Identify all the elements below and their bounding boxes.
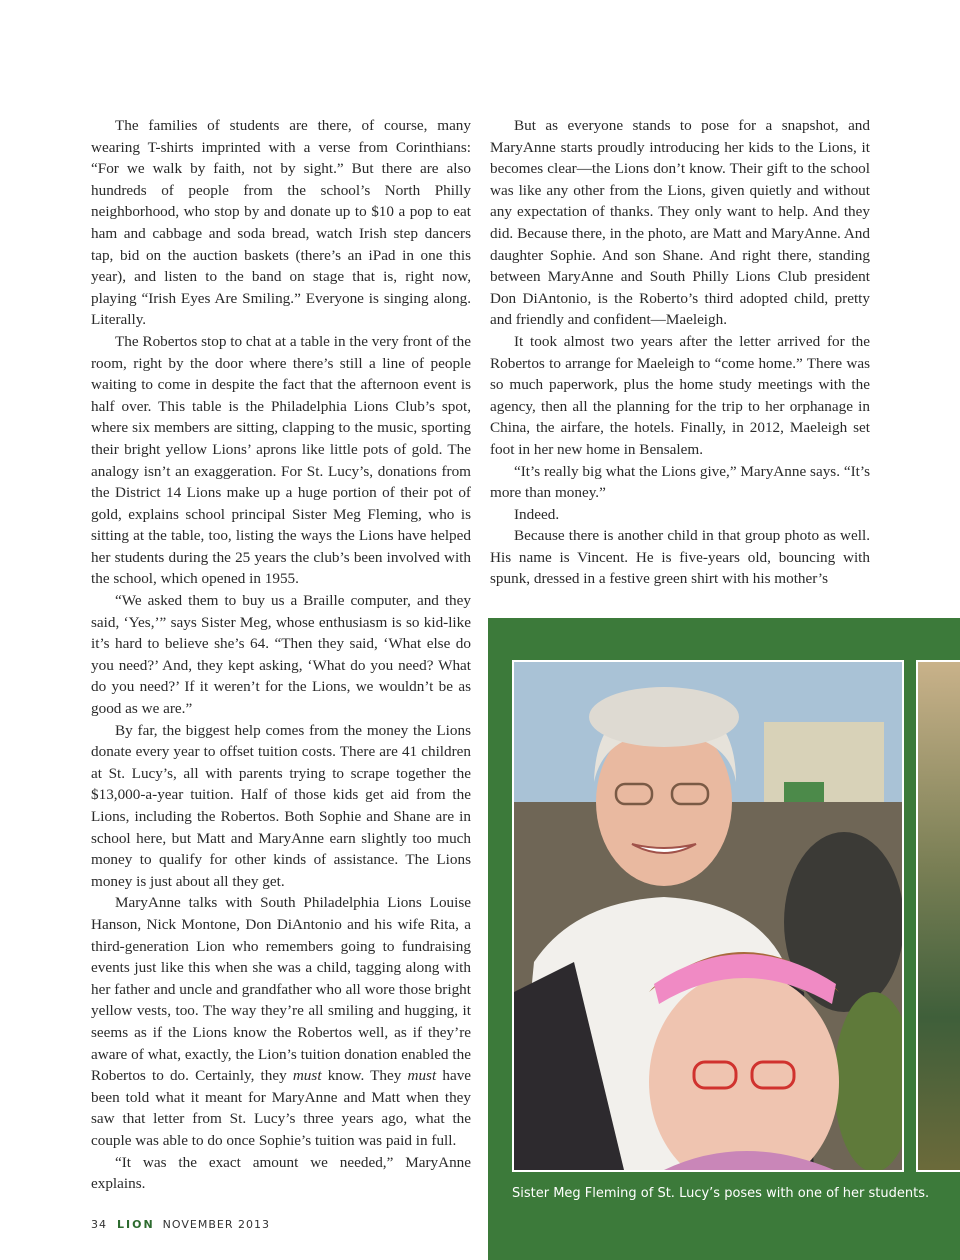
photo-sister-meg-and-student — [512, 660, 904, 1172]
emphasis: must — [407, 1067, 437, 1085]
text-run: have been told what it meant for MaryAnne and Matt when they saw that letter from St. Lucy’s three years ago, what the couple was able to do once Sophie’s tuition was paid in full. — [91, 1067, 472, 1149]
paragraph: “It’s really big what the Lions give,” MaryAnne says. “It’s more than money.” — [490, 462, 870, 502]
paragraph: “It was the exact amount we needed,” MaryAnne explains. — [91, 1153, 471, 1193]
paragraph: But as everyone stands to pose for a snapshot, and MaryAnne starts proudly introducing her kids to the Lions, it becomes clear—the Lions don’t know. Their gift to the school was like any other from the Lions, given quietly and without any expectation of thanks. They only want to help. And they did. Because there, in the photo, are Matt and MaryAnne. And daughter Sophie. And son Shane. And right there, standing between MaryAnne and South Philly Lions Club president Don DiAntonio, is the Roberto’s third adopted child, pretty and friendly and confident—Maeleigh. — [490, 117, 870, 329]
page-footer — [91, 1218, 270, 1231]
emphasis: must — [292, 1067, 322, 1085]
page-number: 34 — [91, 1218, 107, 1231]
photo-panel — [488, 618, 960, 1260]
issue-date: NOVEMBER 2013 — [162, 1218, 270, 1231]
left-text-column — [91, 115, 471, 1195]
photo-side-strip — [916, 660, 960, 1172]
paragraph: Indeed. — [514, 505, 560, 523]
paragraph: The Robertos stop to chat at a table in the very front of the room, right by the door where there’s still a line of people waiting to come in despite the fact that the afternoon event is half over. This table is the Philadelphia Lions Club’s spot, where six members are sitting, clapping to the music, sporting their bright yellow Lions’ aprons like little pots of gold. The analogy isn’t an exaggeration. For St. Lucy’s, donations from the District 14 Lions make up a huge portion of their pot of gold, explains school principal Sister Meg Fleming, who is sitting at the table, too, listing the ways the Lions have helped her students during the 25 years the club’s been involved with the school, which opened in 1955. — [91, 332, 471, 588]
magazine-name: LION — [117, 1218, 155, 1231]
paragraph: It took almost two years after the letter arrived for the Robertos to arrange for Maeleigh to “come home.” There was so much paperwork, plus the home study meetings with the agency, then all the planning for the trip to her orphanage in China, the airfare, the hotels. Finally, in 2012, Maeleigh set foot in her new home in Bensalem. — [490, 332, 870, 458]
text-run: MaryAnne talks with South Philadelphia Lions Louise Hanson, Nick Montone, Don DiAntonio and his wife Rita, a third-generation Lion who remembers going to fundraising events just like this when she was a child, tagging along with her father and uncle and grandfather who all wore those bright yellow vests, too. The way they’re all smiling and hugging, it seems as if the Lions know the Robertos well, as if they’re aware of what, exactly, the Lion’s tuition donation enabled the Robertos to do. Certainly, they — [91, 894, 471, 1085]
paragraph: Because there is another child in that group photo as well. His name is Vincent. He is five-years old, bouncing with spunk, dressed in a festive green shirt with his mother’s — [490, 527, 870, 588]
paragraph: By far, the biggest help comes from the money the Lions donate every year to offset tuition costs. There are 41 children at St. Lucy’s, all with parents trying to scrape together the $13,000-a-year tuition. Half of those kids get aid from the Lions, including the Robertos. Both Sophie and Shane are in school here, but Matt and MaryAnne earn slightly too much money to qualify for other kinds of assistance. The Lions money is just about all they get. — [91, 721, 471, 890]
photo-caption: Sister Meg Fleming of St. Lucy’s poses with one of her students. — [512, 1186, 930, 1201]
photo-illustration — [514, 662, 902, 1170]
right-text-column — [490, 115, 870, 590]
text-run: know. They — [327, 1067, 402, 1085]
paragraph — [91, 892, 471, 1151]
paragraph: The families of students are there, of course, many wearing T-shirts imprinted with a verse from Corinthians: “For we walk by faith, not by sight.” But there are also hundreds of people from the school’s North Philly neighborhood, who stop by and donate up to $10 a pop to eat ham and cabbage and soda bread, watch Irish step dancers tap, bid on the auction baskets (there’s an iPad in one this year), and listen to the band on stage that is, right now, playing “Irish Eyes Are Smiling.” Everyone is singing along. Literally. — [91, 117, 471, 329]
paragraph: “We asked them to buy us a Braille computer, and they said, ‘Yes,’” says Sister Meg, whose enthusiasm is so kid-like it’s hard to believe she’s 64. “Then they said, ‘What else do you need?’ And, they kept asking, ‘What do you need? What do you need?’ If it weren’t for the Lions, we wouldn’t be as good as we are.” — [91, 592, 471, 718]
